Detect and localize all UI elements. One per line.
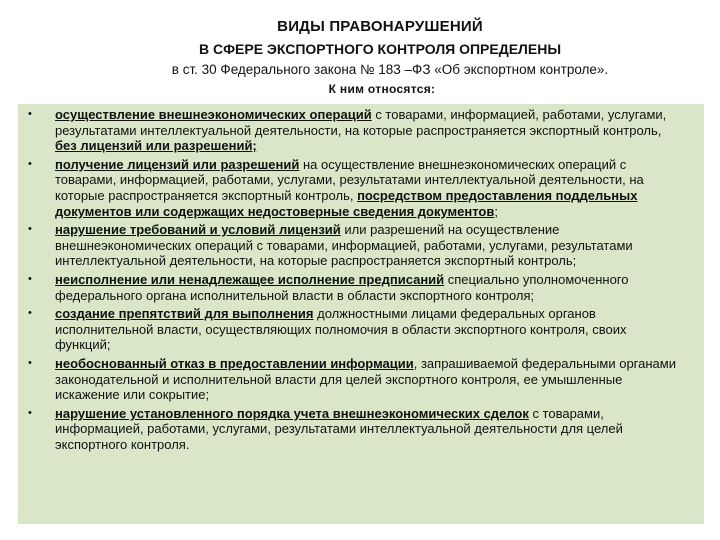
item-text: с товарами, информацией, работами, услугами, результатами интеллектуальной деятельности, на которые распространяется экспортный контроль,: [55, 107, 667, 138]
bullet-icon: •: [28, 223, 32, 236]
item-emphasis-tail: посредством предоставления поддельных документов или содержащих недостоверные сведения документов: [55, 187, 638, 219]
violations-list: [18, 107, 704, 455]
bullet-icon: •: [28, 406, 32, 419]
item-emphasis: осуществление внешнеэкономических операций: [55, 107, 372, 122]
law-reference: в ст. 30 Федерального закона № 183 –ФЗ «Об экспортном контроле».: [171, 62, 609, 77]
item-text: специально уполномоченного федерального органа исполнительной власти в области экспортного контроля;: [55, 271, 629, 303]
item-text: , запрашиваемой федеральными органами законодательной и исполнительной власти для целей экспортного контроля, ее умышленные искажение или сокрытие;: [55, 355, 676, 403]
item-emphasis: неисполнение или ненадлежащее исполнение предписаний: [55, 271, 445, 287]
slide-subtitle: В СФЕРЕ ЭКСПОРТНОГО КОНТРОЛЯ ОПРЕДЕЛЕНЫ: [198, 41, 562, 57]
list-item: [18, 157, 704, 219]
item-emphasis: нарушение требований и условий лицензий: [55, 222, 341, 238]
list-item: [18, 306, 704, 353]
item-text: с товарами, информацией, работами, услугами, результатами интеллектуальной деятельности для целей экспортного контроля.: [55, 405, 623, 452]
bullet-icon: •: [28, 356, 32, 369]
list-intro: К ним относятся:: [328, 82, 436, 96]
slide-title: ВИДЫ ПРАВОНАРУШЕНИЙ: [277, 18, 483, 35]
bullet-icon: •: [28, 307, 32, 320]
item-emphasis: нарушение установленного порядка учета внешнеэкономических сделок: [55, 405, 529, 421]
item-emphasis: необоснованный отказ в предоставлении информации: [55, 355, 414, 371]
list-item: [18, 107, 704, 154]
list-item: [18, 406, 704, 453]
list-item: [18, 222, 704, 269]
violations-panel: [18, 104, 704, 524]
item-emphasis-tail: без лицензий или разрешений;: [55, 138, 257, 154]
bullet-icon: •: [28, 157, 32, 170]
list-item: [18, 272, 704, 303]
item-text: или разрешений на осуществление внешнеэкономических операций с товарами, информацией, работами, услугами, результатами интеллектуальной деятельности, на которые распространяется экспортный контроль;: [55, 222, 633, 269]
item-text-end: ;: [494, 203, 498, 219]
item-emphasis: создание препятствий для выполнения: [55, 306, 314, 322]
item-text: на осуществление внешнеэкономических операций с товарами, информацией, работами, услугами, результатами интеллектуальной деятельности, на которые распространяется экспортный контроль,: [55, 156, 644, 203]
item-emphasis: получение лицензий или разрешений: [55, 156, 300, 172]
bullet-icon: •: [28, 108, 32, 120]
item-text: должностными лицами федеральных органов исполнительной власти, осуществляющих полномочия в области экспортного контроля, своих функций;: [55, 306, 627, 353]
list-item: [18, 356, 704, 403]
bullet-icon: •: [28, 272, 32, 285]
